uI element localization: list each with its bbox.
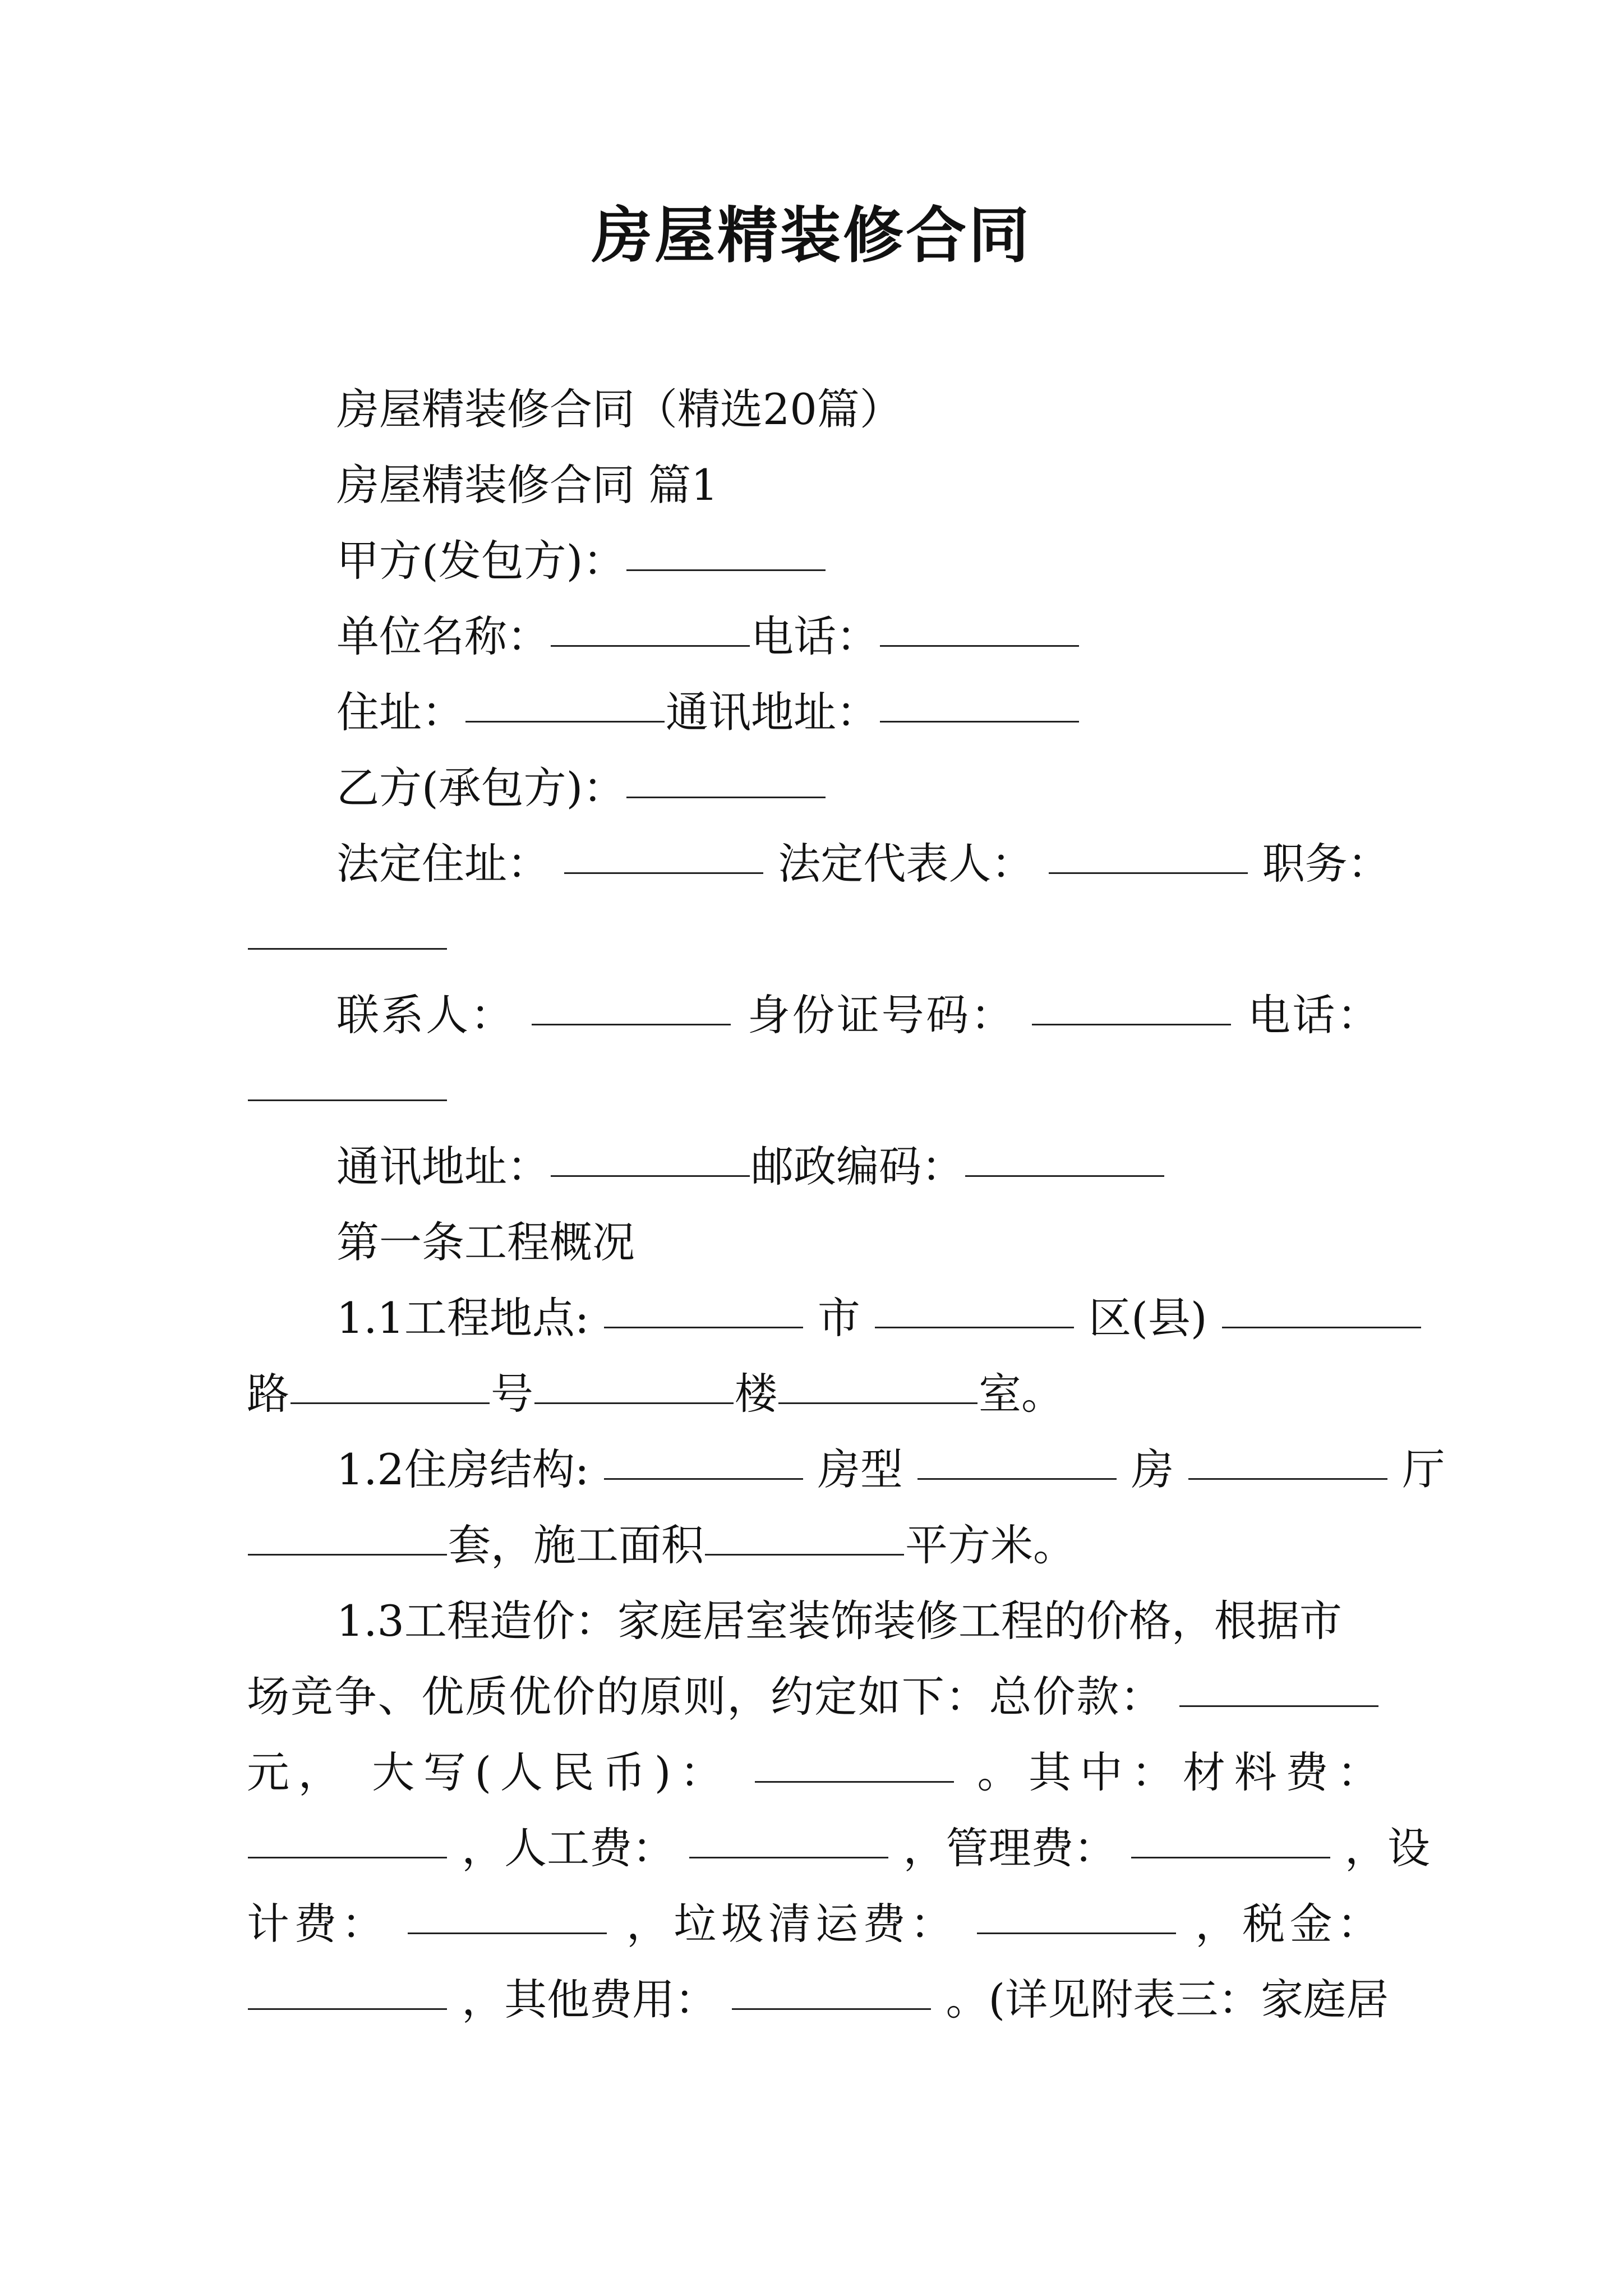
city-text: 市: [817, 1293, 860, 1343]
phone2-blank-line: [247, 1063, 448, 1119]
design-blank[interactable]: [408, 1932, 607, 1934]
legal-address-label: 法定住址：: [336, 839, 550, 889]
management-blank[interactable]: [1131, 1857, 1330, 1858]
number-blank[interactable]: [291, 1402, 490, 1404]
legal-rep-blank[interactable]: [1049, 872, 1248, 874]
phone-label: 电话：: [751, 611, 879, 661]
contact-label: 联系人：: [336, 990, 515, 1040]
tax-text: ，税金：: [1195, 1899, 1380, 1949]
sqm-text: 平方米。: [905, 1520, 1076, 1570]
garbage-blank[interactable]: [977, 1932, 1176, 1934]
material-blank[interactable]: [248, 1857, 447, 1858]
rooms-text: 房: [1131, 1444, 1174, 1494]
house-type-blank[interactable]: [604, 1478, 803, 1480]
party-b-blank[interactable]: [626, 797, 826, 798]
cost-line-2-text: 场竞争、优质优价的原则，约定如下：总价款：: [247, 1672, 1164, 1722]
contact-blank[interactable]: [532, 1024, 731, 1025]
party-a-blank[interactable]: [626, 569, 826, 571]
address-line: [336, 684, 1080, 740]
road-text: 路: [247, 1369, 289, 1419]
structure-line: [336, 1442, 1445, 1498]
cost-line-2: [247, 1669, 1380, 1725]
labor-text: ，人工费：: [462, 1823, 675, 1873]
mail-address-blank[interactable]: [880, 721, 1079, 723]
among-text: 。其中：材料费：: [977, 1747, 1380, 1797]
cost-line-3: [247, 1745, 1380, 1801]
sets-text: 套，施工面积: [448, 1520, 704, 1570]
unit-name-blank[interactable]: [551, 645, 750, 647]
address-label: 住址：: [336, 687, 464, 737]
contact-line: [336, 987, 1380, 1043]
building-text: 楼: [735, 1369, 777, 1419]
tax-blank[interactable]: [248, 2008, 447, 2010]
uppercase-blank[interactable]: [755, 1781, 954, 1783]
yuan-text: 元，: [247, 1747, 350, 1797]
city-blank[interactable]: [604, 1327, 803, 1328]
position-blank[interactable]: [248, 948, 447, 950]
rooms-blank[interactable]: [917, 1478, 1117, 1480]
mail-postcode-line: [336, 1139, 1165, 1195]
postcode-blank[interactable]: [965, 1175, 1164, 1177]
location-line: [336, 1290, 1380, 1346]
labor-blank[interactable]: [689, 1857, 888, 1858]
position-label: 职务：: [1262, 839, 1390, 889]
uppercase-text: 大写(人民币)：: [372, 1747, 731, 1797]
mail-address2-label: 通讯地址：: [336, 1142, 550, 1191]
legal-rep-label: 法定代表人：: [778, 839, 1034, 889]
garbage-text: ，垃圾清运费：: [626, 1899, 958, 1949]
area-blank[interactable]: [705, 1554, 904, 1556]
party-b-label: 乙方(承包方)：: [336, 763, 626, 813]
structure-line-2: [247, 1517, 1076, 1573]
party-a-label: 甲方(发包方)：: [336, 536, 626, 586]
cost-line-1: 1.3工程造价：家庭居室装饰装修工程的价格，根据市: [336, 1596, 1342, 1646]
management-text: ，管理费：: [903, 1823, 1117, 1873]
district-blank[interactable]: [875, 1327, 1074, 1328]
design-pre-text: ，设: [1344, 1823, 1430, 1873]
phone2-blank[interactable]: [248, 1099, 447, 1101]
room-text: 室。: [979, 1369, 1064, 1419]
id-number-blank[interactable]: [1032, 1024, 1231, 1025]
cost-line-5: [247, 1896, 1380, 1952]
other-blank[interactable]: [732, 2008, 931, 2010]
unit-name-line: [336, 609, 1080, 665]
road-blank[interactable]: [1222, 1327, 1421, 1328]
halls-blank[interactable]: [1188, 1478, 1387, 1480]
section-heading: 房屋精装修合同 篇1: [336, 460, 718, 510]
appendix-text: 。(详见附表三：家庭居: [946, 1975, 1389, 2024]
halls-text: 厅: [1402, 1444, 1445, 1494]
legal-address-blank[interactable]: [564, 872, 763, 874]
phone-blank[interactable]: [880, 645, 1079, 647]
location-line-2: [247, 1366, 1064, 1422]
document-subtitle: 房屋精装修合同（精选20篇）: [336, 384, 902, 434]
building-blank[interactable]: [534, 1402, 734, 1404]
house-type-text: 房型: [817, 1444, 903, 1494]
total-price-blank[interactable]: [1179, 1705, 1378, 1707]
address-blank[interactable]: [465, 721, 665, 723]
cost-line-6: [247, 1972, 1389, 2028]
structure-label: 1.2住房结构:: [336, 1444, 589, 1494]
district-text: 区(县): [1089, 1293, 1207, 1343]
position-blank-line: [247, 912, 448, 968]
party-a-line: [336, 533, 827, 589]
sets-blank[interactable]: [248, 1554, 447, 1556]
postcode-label: 邮政编码：: [751, 1142, 964, 1191]
unit-name-label: 单位名称：: [336, 611, 550, 661]
legal-address-line: [336, 836, 1390, 892]
number-text: 号: [491, 1369, 533, 1419]
party-b-line: [336, 760, 827, 816]
mail-address-label: 通讯地址：: [666, 687, 879, 737]
room-blank[interactable]: [778, 1402, 978, 1404]
location-label: 1.1工程地点:: [336, 1293, 589, 1343]
phone2-label: 电话：: [1247, 990, 1380, 1040]
other-text: ，其他费用：: [462, 1975, 718, 2024]
id-number-label: 身份证号码：: [747, 990, 1016, 1040]
design-post-text: 计费：: [247, 1899, 389, 1949]
cost-line-4: [247, 1820, 1430, 1876]
article1-heading: 第一条工程概况: [336, 1217, 635, 1267]
document-title: 房屋精装修合同: [591, 200, 1031, 271]
mail-address2-blank[interactable]: [551, 1175, 750, 1177]
